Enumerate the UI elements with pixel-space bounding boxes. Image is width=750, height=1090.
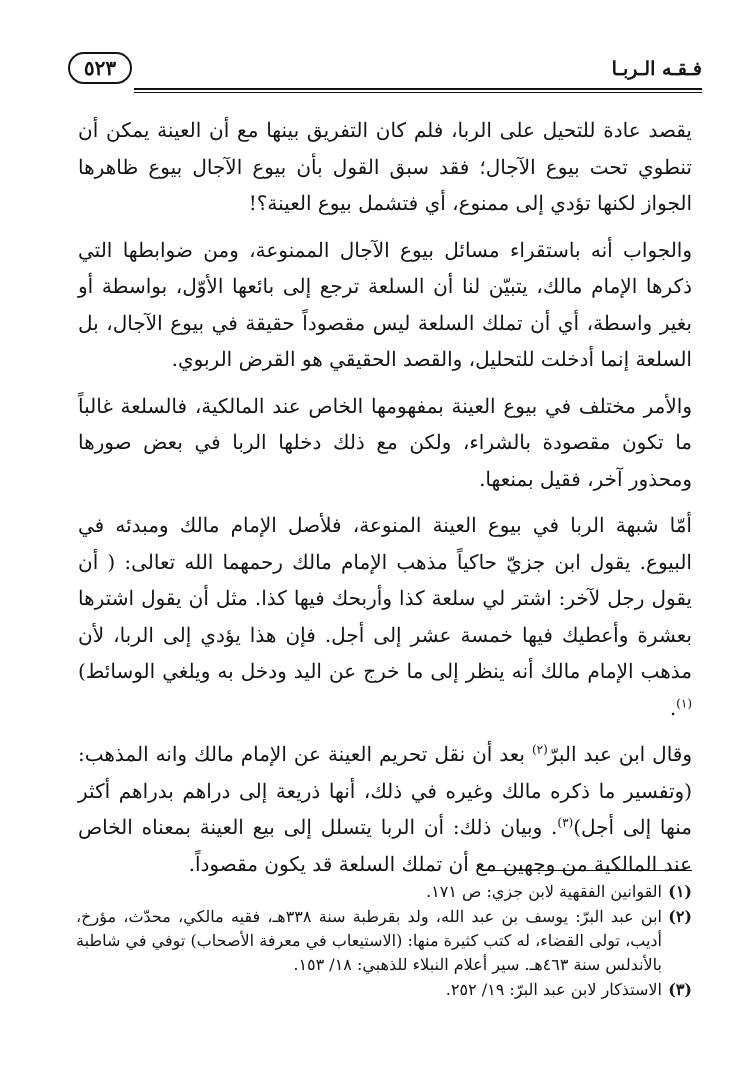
page-number: ٥٢٣ (68, 52, 132, 84)
paragraph-4-period: . (669, 695, 677, 720)
footnote-text: الاستذكار لابن عبد البرّ: ١٩/ ٢٥٢. (445, 980, 662, 999)
footnote-separator (482, 870, 692, 871)
paragraph-5 (78, 736, 692, 882)
paragraph-5-mid: بعد أن نقل تحريم العينة عن الإمام مالك وانه المذهب: (وتفسير ما ذكره مالك وغيره في ذلك، أنها ذريعة إلى دراهم بدراهم أكثر منها إلى أجل) (78, 742, 692, 839)
header-rule (134, 88, 702, 90)
header-rule-thin (134, 92, 702, 93)
page-header (68, 52, 702, 92)
footnote-text: القوانين الفقهية لابن جزي: ص ١٧١. (426, 882, 662, 901)
paragraph-3: والأمر مختلف في بيوع العينة بمفهومها الخاص عند المالكية، فالسلعة غالباً ما تكون مقصودة بالشراء، ولكن مع ذلك دخلها الربا في بعض صورها ومحذور آخر، فقيل بمنعها. (78, 393, 692, 491)
paragraph-4 (78, 507, 692, 726)
footnote-ref-3: (٣) (557, 815, 574, 830)
running-title: فـقـه الـربـا (611, 58, 702, 80)
footnote-ref-2: (٢) (531, 742, 548, 757)
paragraph-4-text: أمّا شبهة الربا في بيوع العينة المنوعة، فلأصل الإمام مالك ومبدئه في البيوع. يقول ابن جزيّ حاكياً مذهب الإمام مالك رحمهما الله تعالى: ( أن يقول رجل لآخر: اشتر لي سلعة كذا وأربحك فيها كذا. مثل أن يقول اشترها بعشرة وأعطيك فيها خمسة عشر إلى أجل. فإن هذا يؤدي إلى الربا، لأن مذهب الإمام مالك أنه ينظر إلى ما خرج عن اليد ودخل به ويلغي الوسائط) (78, 513, 692, 683)
paragraph-1: يقصد عادة للتحيل على الربا، فلم كان التفريق بينها مع أن العينة يمكن أن تنطوي تحت بيوع الآجال؛ فقد سبق القول بأن بيوع الآجال بيوع ظاهرها الجواز لكنها تؤدي إلى ممنوع، أي فتشمل بيوع العينة؟! (78, 118, 692, 215)
paragraph-5-lead: وقال ابن عبد البرّ (547, 742, 693, 766)
footnotes (76, 880, 692, 1003)
footnote-1 (76, 880, 692, 904)
footnote-text: ابن عبد البرّ: يوسف بن عبد الله، ولد بقرطبة سنة ٣٣٨هـ، فقيه مالكي، محدّث، مؤرخ، أديب، تولى القضاء، له كتب كثيرة منها: (الاستيعاب في معرفة الأصحاب) توفي في شاطبة بالأندلس سنة ٤٦٣هـ. سير أعلام النبلاء للذهبي: ١٨/ ١٥٣. (76, 907, 663, 974)
footnote-number: (٢) (668, 907, 692, 926)
footnote-3 (76, 978, 692, 1002)
main-text (78, 112, 692, 892)
footnote-number: (٣) (668, 980, 692, 999)
paragraph-2: والجواب أنه باستقراء مسائل بيوع الآجال الممنوعة، ومن ضوابطها التي ذكرها الإمام مالك، يتبيّن لنا أن السلعة ترجع إلى بائعها الأوّل، بواسطة أو بغير واسطة، أي أن تملك السلعة ليس مقصوداً حقيقة في بيوع الآجال، بل السلعة إنما أدخلت للتحليل، والقصد الحقيقي هو القرض الربوي. (78, 237, 692, 371)
paragraph-5-tail: . وبيان ذلك: أن الربا يتسلل إلى بيع العينة بمعناه الخاص عند المالكية من وجهين مع أن تملك السلعة قد يكون مقصوداً. (78, 815, 692, 876)
footnote-2 (76, 905, 692, 977)
footnote-ref-1: (١) (676, 695, 692, 710)
footnote-number: (١) (668, 882, 692, 901)
